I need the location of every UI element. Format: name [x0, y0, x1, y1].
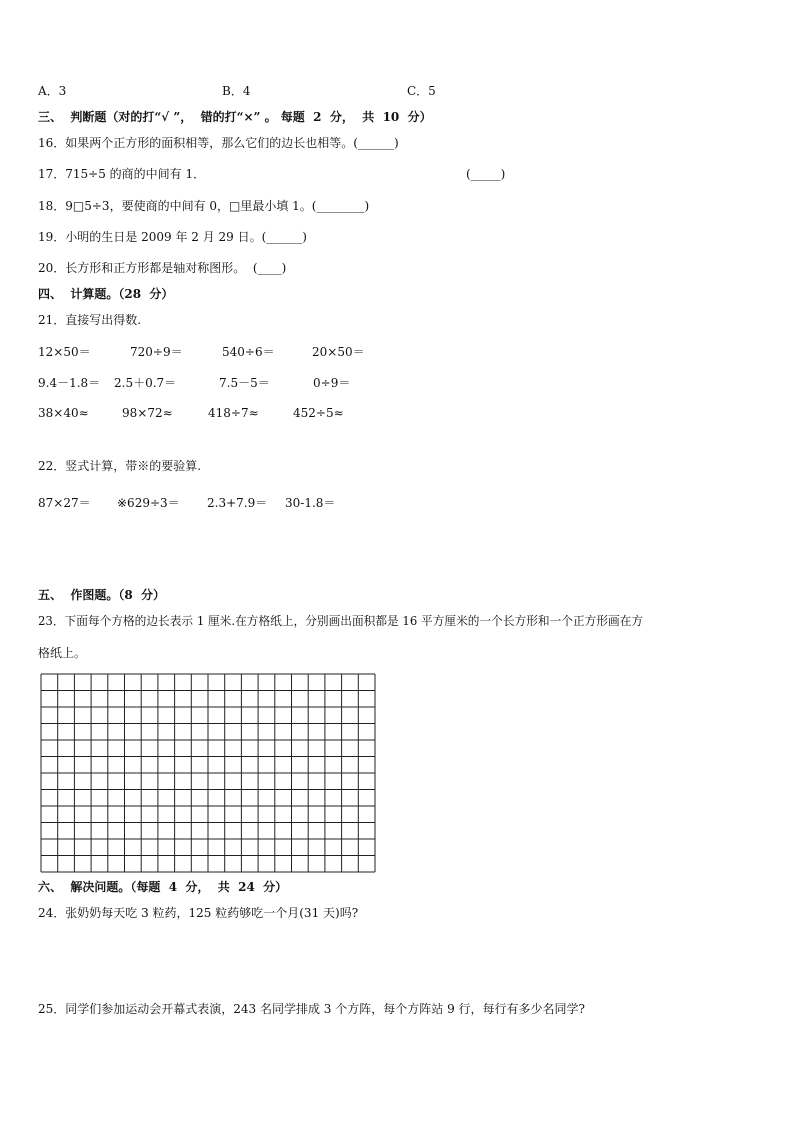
- calc-item: 540÷6＝: [222, 345, 275, 359]
- section4-title: 四、 计算题。（28 分）: [38, 287, 174, 301]
- section5-title: 五、 作图题。（8 分）: [38, 588, 166, 602]
- calc-item: 7.5－5＝: [219, 376, 270, 390]
- question-22: 22．竖式计算，带※的要验算.: [38, 459, 202, 473]
- question-20: 20．长方形和正方形都是轴对称图形。 (____): [38, 261, 287, 275]
- calc-item: 418÷7≈: [208, 406, 259, 420]
- question-23-line1: 23．下面每个方格的边长表示 1 厘米.在方格纸上，分别画出面积都是 16 平方厘米的一个长方形和一个正方形画在方: [38, 614, 644, 628]
- option-a: A．3: [38, 84, 67, 98]
- grid-paper[interactable]: [40, 673, 376, 873]
- calc-item: 98×72≈: [122, 406, 173, 420]
- calc-item: 2.5＋0.7＝: [114, 376, 177, 390]
- calc-item: 452÷5≈: [293, 406, 344, 420]
- calc-row-3: [0, 406, 794, 422]
- option-b: B．4: [222, 84, 251, 98]
- section3-title: 三、 判断题（对的打“√ ”， 错的打“×” 。 每题 2 分， 共 10 分）: [38, 110, 432, 124]
- calc-item: ※629÷3＝: [117, 496, 180, 510]
- question-21: 21．直接写出得数.: [38, 313, 142, 327]
- calc-row-1: [0, 343, 794, 359]
- calc-item: 720÷9＝: [130, 345, 183, 359]
- question-18: 18．9□5÷3，要使商的中间有 0，□里最小填 1。(________): [38, 199, 370, 213]
- question-17-answer-blank: (_____): [466, 167, 506, 181]
- question-25: 25．同学们参加运动会开幕式表演，243 名同学排成 3 个方阵，每个方阵站 9 行，每行有多少名同学?: [38, 1002, 585, 1016]
- question-19: 19．小明的生日是 2009 年 2 月 29 日。(______): [38, 230, 307, 244]
- calc-row-4: [0, 494, 794, 510]
- calc-item: 9.4－1.8＝: [38, 376, 101, 390]
- question-16: 16．如果两个正方形的面积相等，那么它们的边长也相等。(______): [38, 136, 399, 150]
- calc-row-2: [0, 374, 794, 390]
- section6-title: 六、 解决问题。（每题 4 分， 共 24 分）: [38, 880, 288, 894]
- calc-item: 87×27＝: [38, 496, 91, 510]
- calc-item: 12×50＝: [38, 345, 91, 359]
- calc-item: 30-1.8＝: [285, 496, 336, 510]
- calc-item: 0÷9＝: [313, 376, 351, 390]
- calc-item: 2.3+7.9＝: [207, 496, 268, 510]
- option-c: C．5: [407, 84, 436, 98]
- calc-item: 20×50＝: [312, 345, 365, 359]
- question-24: 24．张奶奶每天吃 3 粒药，125 粒药够吃一个月(31 天)吗?: [38, 906, 359, 920]
- question-23-line2: 格纸上。: [38, 646, 87, 660]
- calc-item: 38×40≈: [38, 406, 89, 420]
- question-17: 17．715÷5 的商的中间有 1．: [38, 167, 206, 181]
